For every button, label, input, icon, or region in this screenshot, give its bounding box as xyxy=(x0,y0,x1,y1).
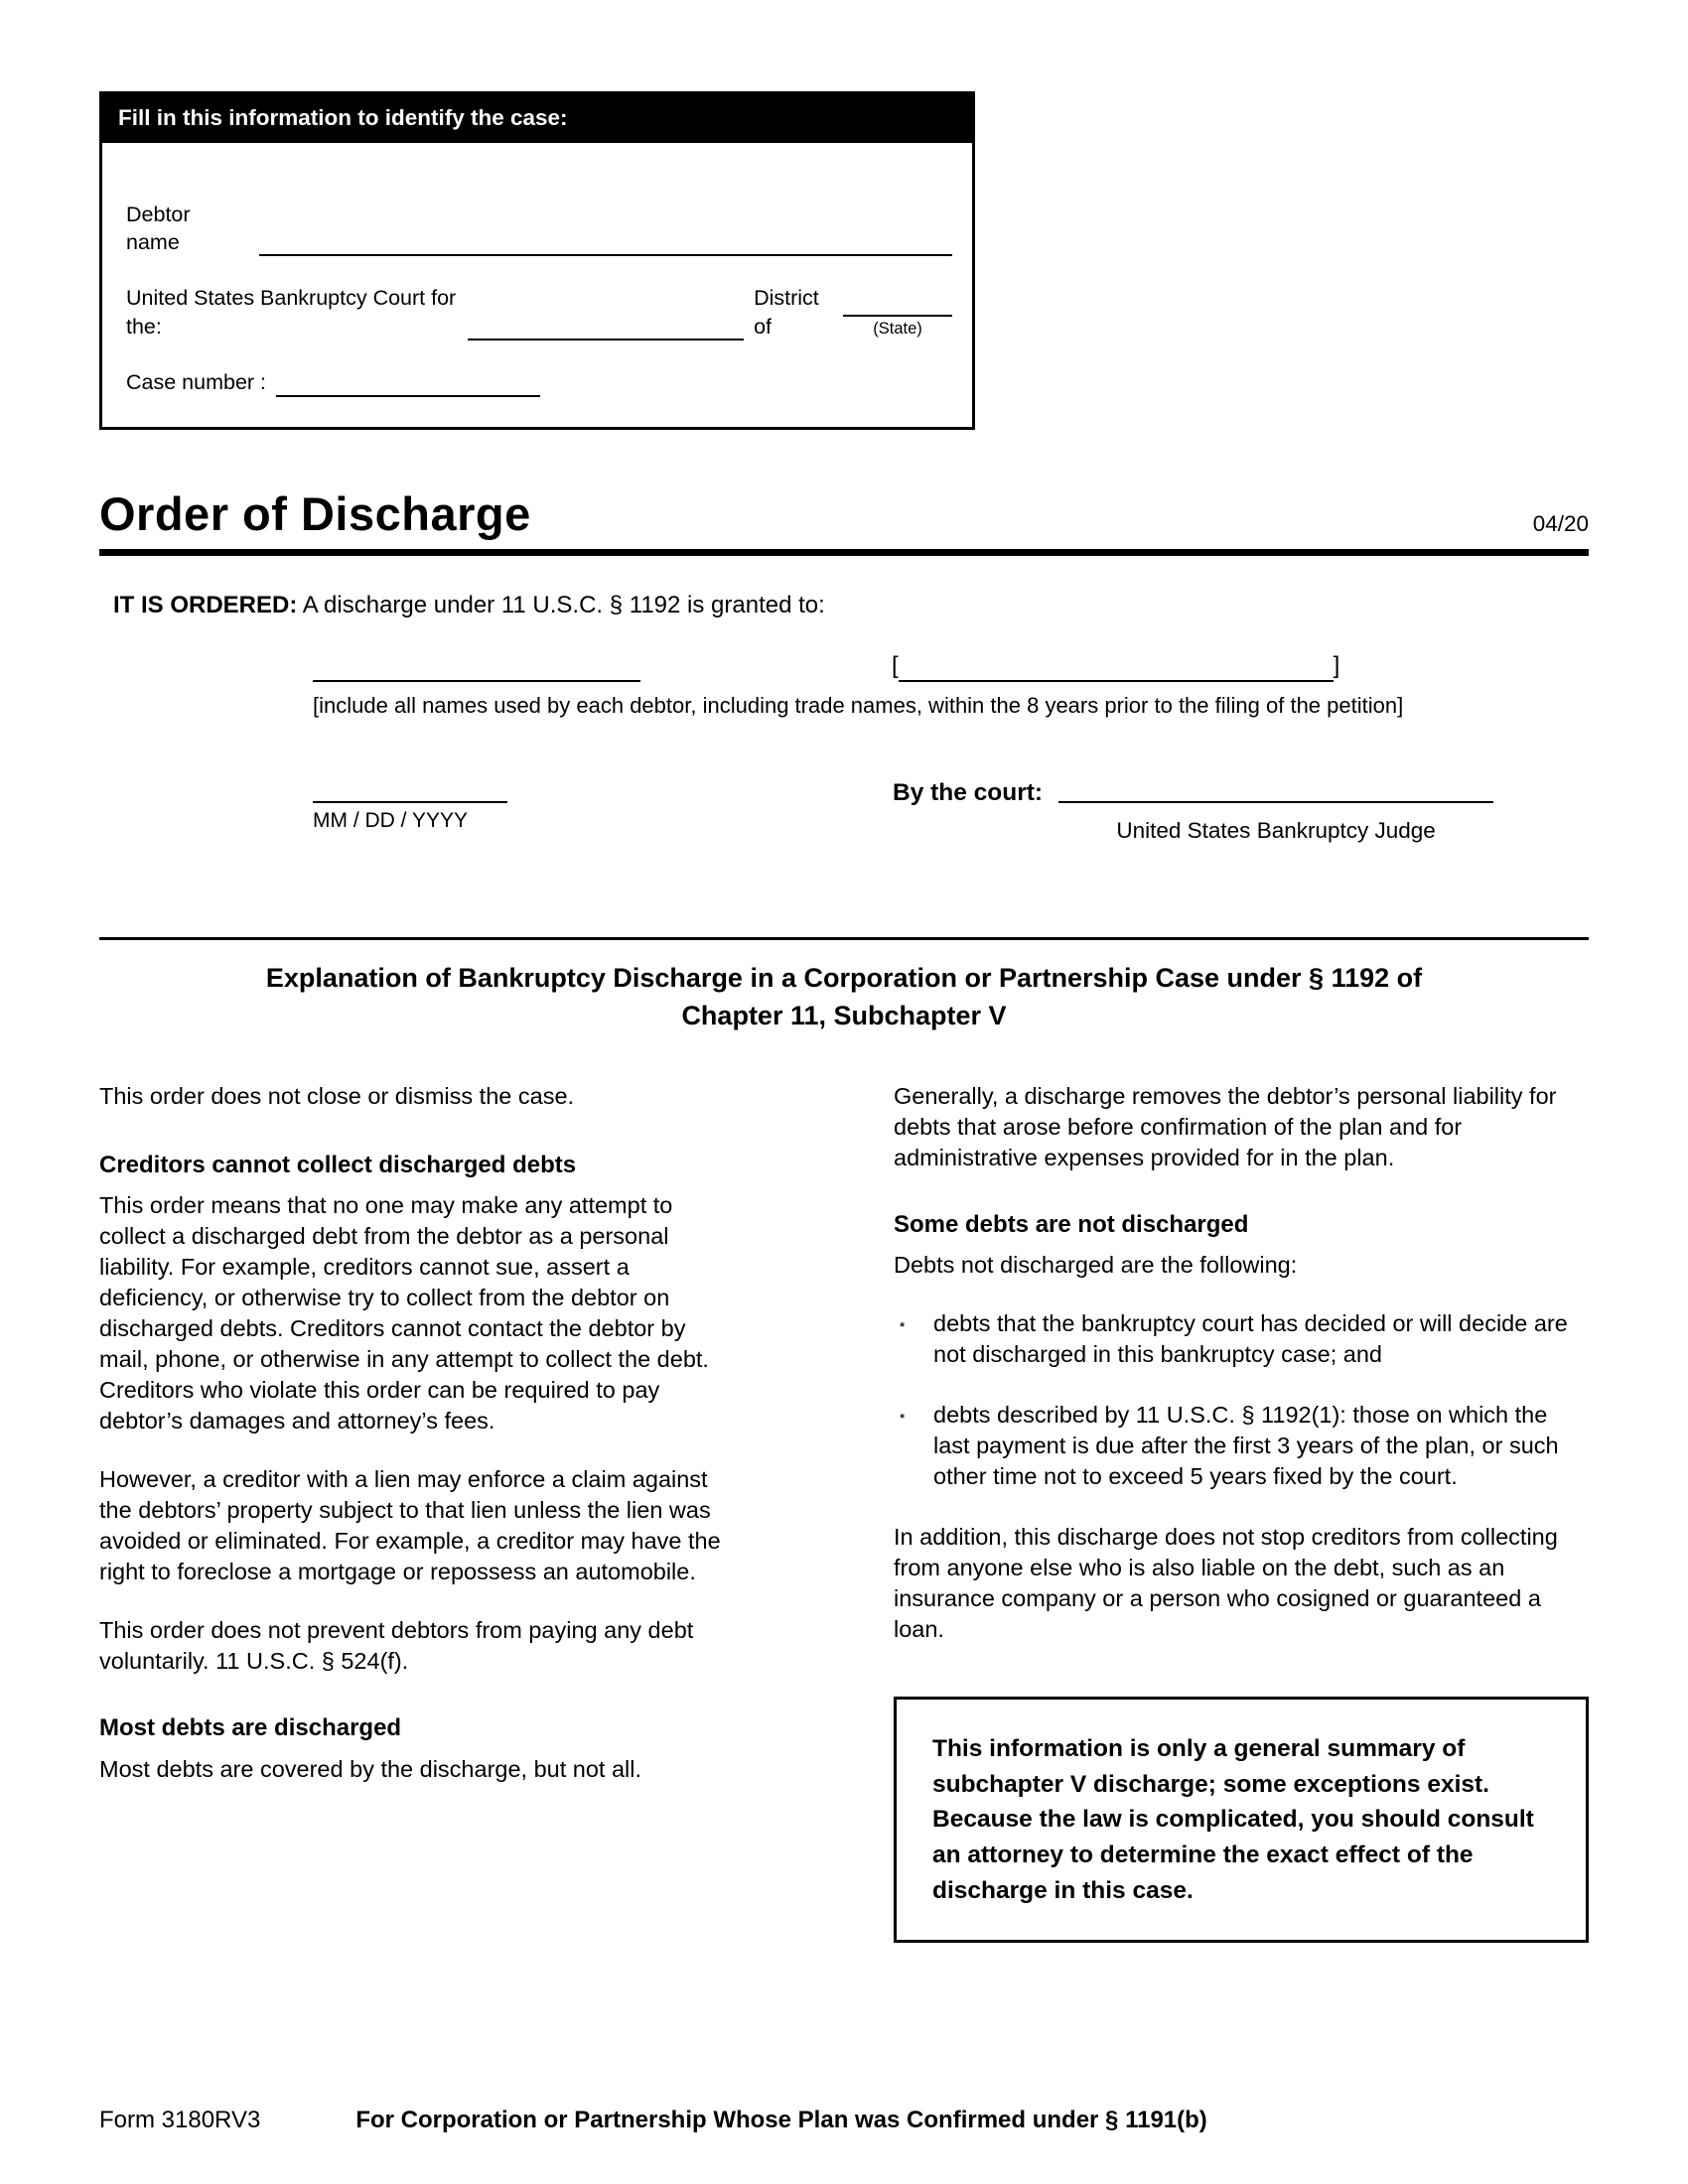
paragraph-generally: Generally, a discharge removes the debtor’s personal liability for debts that arose before confirmation of the plan and for administrative expenses provided for in the plan. xyxy=(894,1082,1557,1170)
date-format-hint: MM / DD / YYYY xyxy=(313,808,468,832)
case-info-header: Fill in this information to identify the case: xyxy=(102,94,972,143)
state-group xyxy=(843,291,952,341)
grant-row xyxy=(313,650,1589,682)
state-field[interactable] xyxy=(843,291,952,317)
date-court-row xyxy=(313,777,1589,846)
bullet-icon: ▪ xyxy=(900,1408,906,1426)
bullet-item-decided xyxy=(894,1308,1589,1370)
paragraph-lien: However, a creditor with a lien may enforce a claim against the debtors’ property subject to that lien unless the lien was avoided or eliminated. For example, a creditor may have the right to foreclose a mortgage or repossess an automobile. xyxy=(99,1466,721,1585)
state-hint: (State) xyxy=(873,320,922,339)
court-district-field[interactable] xyxy=(468,315,744,341)
page-title: Order of Discharge xyxy=(99,486,531,540)
explanation-columns xyxy=(99,1081,1589,1943)
bullet-icon: ▪ xyxy=(900,1316,906,1334)
explanation-left-column xyxy=(99,1081,735,1943)
district-label: District of xyxy=(754,286,819,339)
bullet-text-1192: debts described by 11 U.S.C. § 1192(1): those on which the last payment is due after the first 3 years of the plan, or such other time not to exceed 5 years fixed by the court. xyxy=(933,1402,1559,1490)
court-label: United States Bankruptcy Court for the: xyxy=(126,286,457,339)
footer xyxy=(99,2105,1589,2136)
by-the-court-label: By the court: xyxy=(893,778,1044,806)
paragraph-creditors: This order means that no one may make any attempt to collect a discharged debt from the debtor as a personal liability. For example, creditors cannot sue, assert a deficiency, or otherwise try to collect from the debtor on discharged debts. Creditors cannot contact the debtor by mail, phone, or otherwise in any attempt to collect the debt. Creditors who violate this order can be required to pay debtor’s damages and attorney’s fees. xyxy=(99,1192,709,1434)
summary-box xyxy=(894,1697,1589,1943)
bracket-open: [ xyxy=(892,652,899,680)
date-group xyxy=(313,777,511,835)
paragraph-no-close: This order does not close or dismiss the case. xyxy=(99,1082,575,1109)
order-statement xyxy=(99,590,1589,621)
title-rule xyxy=(99,549,1589,556)
summary-text: This information is only a general summary of subchapter V discharge; some exceptions exist. Because the law is complicated, you should consult an attorney to determine the exact effect of the discharge in this case. xyxy=(932,1735,1534,1904)
paragraph-in-addition: In addition, this discharge does not stop creditors from collecting from anyone else who is also liable on the debt, such as an insurance company or a person who cosigned or guaranteed a loan. xyxy=(894,1524,1558,1643)
case-number-row xyxy=(126,368,952,396)
paragraph-most-debts: Most debts are covered by the discharge, but not all. xyxy=(99,1756,642,1783)
order-text: A discharge under 11 U.S.C. § 1192 is granted to: xyxy=(302,591,825,618)
form-number: Form 3180RV3 xyxy=(99,2107,261,2134)
ordered-label: IT IS ORDERED: xyxy=(113,591,298,618)
subheading-most-debts: Most debts are discharged xyxy=(99,1714,402,1742)
bracket-close: ] xyxy=(1333,652,1340,680)
court-row xyxy=(126,284,952,341)
debtor-name-field[interactable] xyxy=(259,230,952,256)
case-number-label: Case number : xyxy=(126,370,267,395)
subheading-creditors: Creditors cannot collect discharged debts xyxy=(99,1151,577,1178)
debtor-name-label: Debtor name xyxy=(126,202,191,255)
judge-title: United States Bankruptcy Judge xyxy=(1116,818,1436,844)
spacer xyxy=(893,811,1043,846)
aka-group xyxy=(892,650,1339,682)
bullet-text-decided: debts that the bankruptcy court has decided or will decide are not discharged in this bankruptcy case; and xyxy=(933,1310,1568,1368)
title-row xyxy=(99,483,1589,545)
case-number-field[interactable] xyxy=(276,371,540,397)
debtor-name-row xyxy=(126,201,952,257)
section-divider xyxy=(99,937,1589,940)
aka-names-field[interactable] xyxy=(899,656,1334,682)
paragraph-voluntary: This order does not prevent debtors from paying any debt voluntarily. 11 U.S.C. § 524(f). xyxy=(99,1617,694,1675)
debtor-names-field[interactable] xyxy=(313,656,640,682)
date-field[interactable] xyxy=(313,777,507,803)
case-info-fields xyxy=(102,143,972,427)
explanation-heading: Explanation of Bankruptcy Discharge in a Corporation or Partnership Case under § 1192 of Chapter 11, Subchapter V xyxy=(265,962,1423,1030)
paragraph-not-discharged: Debts not discharged are the following: xyxy=(894,1252,1298,1279)
subheading-some-debts: Some debts are not discharged xyxy=(894,1210,1249,1238)
case-info-box xyxy=(99,91,975,430)
court-signature-group xyxy=(893,777,1493,846)
footer-note: For Corporation or Partnership Whose Plan was Confirmed under § 1191(b) xyxy=(355,2107,1207,2134)
bullet-item-1192 xyxy=(894,1400,1589,1492)
edition-date: 04/20 xyxy=(1532,510,1589,536)
judge-signature-field[interactable] xyxy=(1058,777,1493,803)
explanation-right-column xyxy=(894,1081,1589,1943)
names-note: [include all names used by each debtor, including trade names, within the 8 years prior to the filing of the petition] xyxy=(313,692,1404,718)
